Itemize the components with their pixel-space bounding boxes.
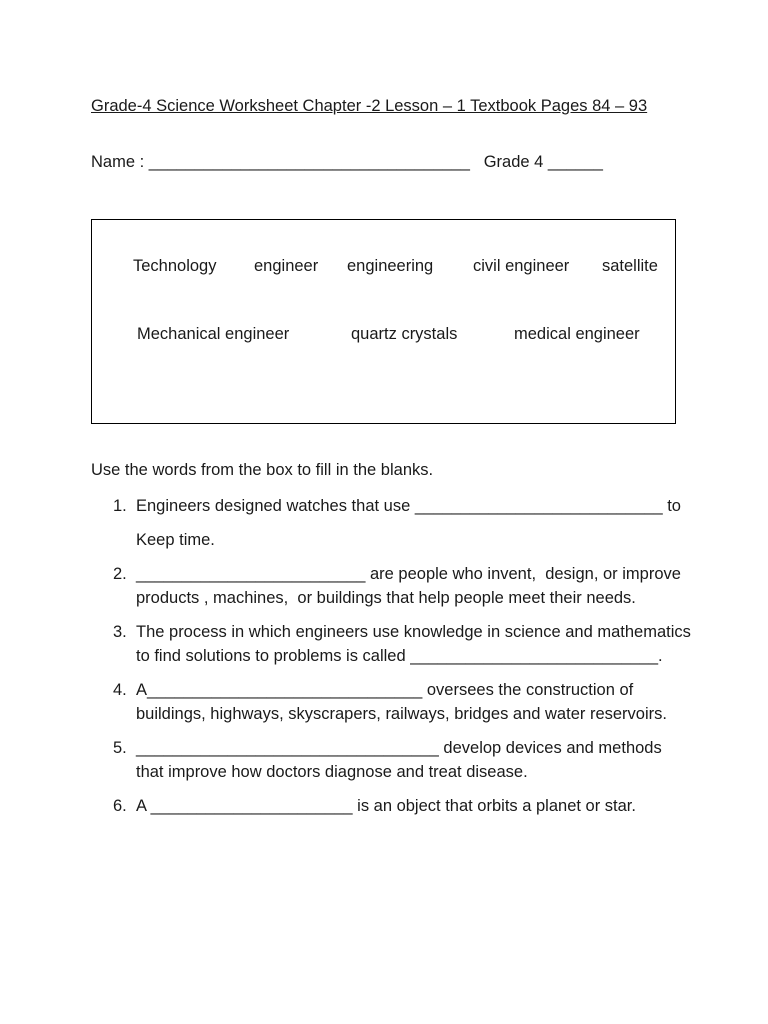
word-satellite: satellite [602,257,658,275]
question-item [91,794,691,818]
word-engineer: engineer [254,257,319,275]
word-quartz-crystals: quartz crystals [351,325,458,343]
worksheet-title: Grade-4 Science Worksheet Chapter -2 Lesson – 1 Textbook Pages 84 – 93 [91,97,648,115]
word-civil-engineer: civil engineer [473,257,570,275]
word-engineering: engineering [347,257,434,275]
question-item [91,562,691,610]
instructions: Use the words from the box to fill in the blanks. [91,461,434,479]
question-number: 2. [113,565,127,583]
question-text: A ______________________ is an object that orbits a planet or star. [136,797,636,815]
question-text: _________________________ are people who invent, design, or improve products , machines, or buildings that help people meet their needs. [136,565,686,607]
question-number: 3. [113,623,127,641]
question-number: 1. [113,497,127,515]
question-item [91,494,691,552]
question-text: The process in which engineers use knowledge in science and mathematics to find solutions to problems is called ___________________________. [136,623,696,665]
question-item [91,736,691,784]
question-item [91,620,696,668]
name-grade-line: Name : ___________________________________ Grade 4 ______ [91,153,603,171]
question-text: A______________________________ oversees the construction of buildings, highways, skyscrapers, railways, bridges and water reservoirs. [136,681,667,723]
question-list [91,494,696,828]
word-technology: Technology [133,257,217,275]
question-continuation: Keep time. [136,531,215,549]
word-medical-engineer: medical engineer [514,325,640,343]
question-number: 4. [113,681,127,699]
question-number: 5. [113,739,127,757]
word-mechanical-engineer: Mechanical engineer [137,325,290,343]
word-bank-box [91,219,676,424]
question-text: _________________________________ develop devices and methods that improve how doctors diagnose and treat disease. [136,739,667,781]
question-item [91,678,691,726]
question-text: Engineers designed watches that use ___________________________ to [136,497,681,515]
question-number: 6. [113,797,127,815]
